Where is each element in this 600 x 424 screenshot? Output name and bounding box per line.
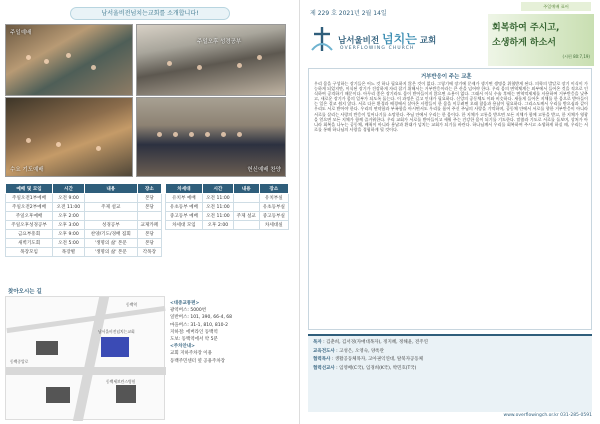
- cell: 주제 설교: [84, 203, 137, 212]
- cell: 중고등부 예배: [166, 212, 203, 221]
- cell: 유초등부실: [259, 203, 288, 212]
- church-name-main: 넘치는: [382, 32, 417, 46]
- cell: 목장모임: [6, 248, 53, 257]
- table-row: [6, 248, 162, 257]
- map-label: 남서울비전넘치는교회: [98, 329, 135, 334]
- intro-banner: 남서울비전넘치는교회를 소개합니다!: [70, 7, 230, 20]
- location-map: [5, 296, 165, 420]
- cell: 오전 11:00: [202, 212, 233, 221]
- cell: 새벽기도회: [6, 239, 53, 248]
- cell: 오전 11:00: [202, 194, 233, 203]
- church-english-name: OVERFLOWING CHURCH: [340, 46, 415, 51]
- cell: 차세대 모임: [166, 221, 203, 230]
- cell: 오전 11:00: [53, 203, 85, 212]
- info-key: 협력목사: [313, 357, 331, 363]
- directions-heading: <대중교통편>: [170, 301, 200, 306]
- cell: 본당: [137, 230, 161, 239]
- col-header: 내용: [233, 184, 259, 194]
- cell: 본당: [137, 203, 161, 212]
- cell: 교제카페: [137, 221, 161, 230]
- cell: 오후 9:00: [53, 230, 85, 239]
- cell: 유초등부 예배: [166, 203, 203, 212]
- cell: 차세대실: [259, 221, 288, 230]
- directions-line: 마을버스: 31-1, 810, 810-2: [170, 322, 228, 328]
- photo-caption: 헌신예배 찬양: [247, 167, 281, 173]
- table-row: [166, 221, 289, 230]
- cell: 찬양/기도/경배 집회: [84, 230, 137, 239]
- map-title: 찾아오시는 길: [8, 289, 42, 295]
- cell: 각목장: [137, 248, 161, 257]
- cell: [84, 194, 137, 203]
- col-header: 장소: [259, 184, 288, 194]
- col-header: 시간: [53, 184, 85, 194]
- col-header: 내용: [84, 184, 137, 194]
- directions-line: 광역버스: 5000번: [170, 308, 207, 314]
- info-value: 고성은, 오영숙, 양옥란: [339, 348, 384, 354]
- info-value: 생활공동체목자, 고아권익연대, 탈북자공동체: [334, 357, 424, 363]
- directions: [170, 300, 294, 365]
- table-row: [6, 221, 162, 230]
- motto-badge: 주일예배 표어: [521, 2, 591, 11]
- info-key: 교육전도사: [313, 348, 335, 354]
- issue-info: 제 229 호 2021년 2월 14일: [310, 10, 387, 17]
- motto-reference: (시편 80:7,19): [562, 54, 590, 59]
- parking-line: 교회 지하주차장 이용: [170, 351, 212, 357]
- cell: '생명의 삶' 본문: [84, 248, 137, 257]
- cell: 오후 2:00: [202, 221, 233, 230]
- cell: 유치부 예배: [166, 194, 203, 203]
- cell: 오후 3:00: [53, 221, 85, 230]
- cell: 오전 9:00: [53, 194, 85, 203]
- info-key: 협력선교사: [313, 365, 335, 371]
- parking-line: 동백주민센터 옆 공용주차장: [170, 358, 226, 364]
- table-row: [6, 212, 162, 221]
- cell: 오후 2:00: [53, 212, 85, 221]
- cell: 중고등부실: [259, 212, 288, 221]
- footer-contact[interactable]: www.overflowingch.or.kr 031-285-0591: [503, 413, 592, 418]
- directions-line: 지하철: 에버라인 동백역: [170, 329, 218, 335]
- church-name: [338, 30, 436, 47]
- cell: 주일오전2부예배: [6, 203, 53, 212]
- cell: [137, 212, 161, 221]
- cell: [84, 212, 137, 221]
- cell: 오전 5:00: [53, 239, 85, 248]
- cell: '생명의 삶' 본문: [84, 239, 137, 248]
- cell: 본당: [137, 194, 161, 203]
- bulletin-right-page: [300, 0, 600, 424]
- col-header: 차세대: [166, 184, 203, 194]
- church-name-suffix: 교회: [419, 36, 437, 46]
- info-row: 교육전도사 : 고성은, 오영숙, 양옥란: [313, 348, 384, 354]
- photo-caption: 주일예배: [10, 30, 32, 36]
- motto-line-1: 회복하여 주시고,: [492, 23, 560, 33]
- cell: 본당: [137, 239, 161, 248]
- motto-box: [488, 14, 594, 66]
- table-row: [6, 239, 162, 248]
- map-label: 동백역: [126, 302, 138, 307]
- article-body: 우리 몸을 구성하는 장기들은 어느 것 하나 필요하지 않은 것이 없다. 그렇기에 장기에 문제가 생기면 생명을 위협받게 된다. 의학의 발달로 장기 이식이 가능하게 되었지만, 이식된 장기가 건강하게 자리 잡기 위해서는 거부반응이라는 큰 산을 넘어야 한다. 우리 몸의 면역체계는 외부에서 들어온 것을 적으로 인식하여 공격하기 때문이다. 아무리 좋은 장기라도 몸이 받아들이지 않으면 소용이 없다. 그래서 이식 수술 후에는 면역억제제를 사용하여 거부반응을 낮추고, 새로운 장기가 몸의 일부가 되도록 돕는다. 이 과정은 길고 인내가 필요하다. 신앙의 공동체도 이와 비슷하다. 새롭게 들어온 지체를 한 몸으로 받아들이는 일은 결코 쉽지 않다. 서로 다른 환경과 배경에서 살아온 사람들이 한 몸을 이루려면 오래 참음과 용납이 필요하다. 그리스도께서 우리를 받으심과 같이 우리도 서로 받아야 한다. 우리의 연약함과 부족함을 아시면서도 우리를 품어 주신 주님의 사랑을 기억하며, 공동체 안에서 서로를 향한 거부반응이 아니라 서로를 살리는 사랑의 반응이 일어나기를 소망한다. 주님 안에서 우리는 한 몸이다. 한 지체가 고통을 받으면 모든 지체가 함께 고통을 받고, 한 지체가 영광을 얻으면 모든 지체가 함께 즐거워한다. 우리 교회가 서로를 받아들이고 세워 주는 건강한 몸이 되기를 기도한다. 말씀과 기도로 서로를 돌보며, 상처가 아니라 회복을 나누는 공동체, 배척이 아니라 용납과 환대가 넘치는 교회가 되기를 바란다. 하나님께서 우리를 회복하여 주시고 소생하게 하실 때, 우리는 서로를 통해 하나님의 사랑을 경험하게 될 것이다.: [314, 81, 588, 132]
- motto-line-2: 소생하게 하소서: [492, 38, 556, 48]
- parking-heading: <주차안내>: [170, 344, 195, 350]
- cell: [233, 194, 259, 203]
- cell: 유치부실: [259, 194, 288, 203]
- map-label: 동백세브란스병원: [106, 379, 136, 384]
- cell: 금요부흥회: [6, 230, 53, 239]
- photo-caption: 수요 기도예배: [10, 167, 44, 173]
- cell: [233, 221, 259, 230]
- info-row: 협력목사 : 생활공동체목자, 고아권익연대, 탈북자공동체: [313, 357, 424, 363]
- church-name-prefix: 남서울비전: [338, 36, 380, 46]
- photo-sunday-worship: [5, 24, 133, 96]
- directions-line: 일반버스: 101, 390, 66-4, 68: [170, 315, 233, 321]
- table-row: [166, 212, 289, 221]
- photo-bible-study: [136, 24, 286, 96]
- table-row: [166, 194, 289, 203]
- worship-schedule-table: [5, 183, 162, 257]
- article-title: 거부반응이 주는 교훈: [421, 74, 472, 80]
- cell: [233, 203, 259, 212]
- cell: 주일오후성경공부: [6, 221, 53, 230]
- info-value: 임영배(C국), 임경희(K국), 박민호(T국): [339, 365, 417, 371]
- info-row: 협력선교사 : 임영배(C국), 임경희(K국), 박민호(T국): [313, 365, 417, 371]
- photo-caption: 주일오후 성경공부: [197, 39, 242, 45]
- cell: 목장별: [53, 248, 85, 257]
- info-key: 목자: [313, 340, 322, 345]
- photo-choir: [136, 97, 286, 177]
- cell: 오전 11:00: [202, 203, 233, 212]
- table-row: [6, 194, 162, 203]
- cell: 주일오전1부예배: [6, 194, 53, 203]
- info-value: 김춘희, 김서경(자매대목자), 정지혜, 정해윤, 전주연: [326, 340, 428, 345]
- col-header: 시간: [202, 184, 233, 194]
- table-row: [166, 203, 289, 212]
- youth-schedule-table: [165, 183, 289, 230]
- table-row: [6, 230, 162, 239]
- ministry-info: [308, 334, 592, 412]
- directions-line: 도보: 동백역에서 약 5분: [170, 337, 218, 343]
- cell: 주일오후예배: [6, 212, 53, 221]
- table-row: [6, 203, 162, 212]
- cell: 성경공부: [84, 221, 137, 230]
- column-article: [308, 68, 592, 330]
- info-row: 목자 : 김춘희, 김서경(자매대목자), 정지혜, 정해윤, 전주연: [313, 340, 428, 345]
- church-logo-icon: [310, 26, 334, 52]
- col-header: 장소: [137, 184, 161, 194]
- map-label: 동백중앙로: [10, 359, 29, 364]
- cell: 주제 설교: [233, 212, 259, 221]
- photo-prayer-meeting: [5, 97, 133, 177]
- col-header: 예배 및 모임: [6, 184, 53, 194]
- church-marker: [101, 337, 129, 357]
